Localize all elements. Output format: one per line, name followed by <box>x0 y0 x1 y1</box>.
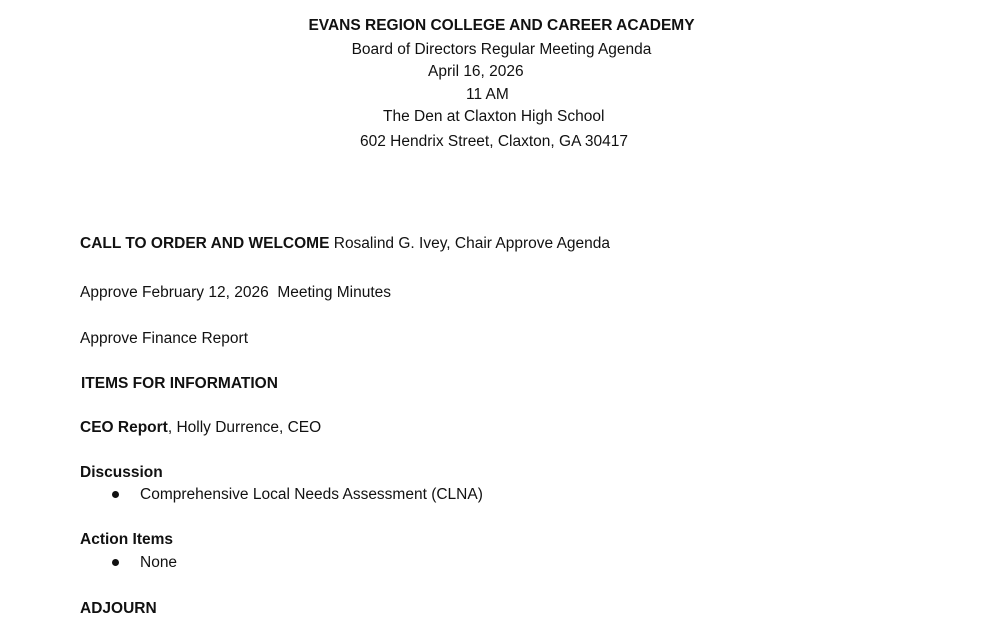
meeting-date: April 16, 2026 <box>428 63 524 80</box>
items-for-information-heading: ITEMS FOR INFORMATION <box>81 375 278 392</box>
meeting-subtitle: Board of Directors Regular Meeting Agenda <box>351 41 652 58</box>
approve-finance-item: Approve Finance Report <box>80 330 249 347</box>
meeting-time: 11 AM <box>466 86 509 103</box>
ceo-report-text: , Holly Durrence, CEO <box>167 419 322 436</box>
discussion-heading: Discussion <box>80 464 163 481</box>
action-item: None <box>140 554 178 571</box>
call-to-order-heading: CALL TO ORDER AND WELCOME <box>80 235 330 252</box>
call-to-order-line <box>80 236 610 252</box>
ceo-report-line <box>80 420 321 436</box>
meeting-address: 602 Hendrix Street, Claxton, GA 30417 <box>360 133 628 150</box>
ceo-report-heading: CEO Report <box>80 419 168 436</box>
discussion-item: Comprehensive Local Needs Assessment (CLNA) <box>140 486 483 503</box>
action-items-heading: Action Items <box>80 531 174 548</box>
bullet-icon <box>112 491 119 498</box>
call-to-order-text: Rosalind G. Ivey, Chair Approve Agenda <box>329 235 611 252</box>
organization-title: EVANS REGION COLLEGE AND CAREER ACADEMY <box>308 17 695 34</box>
meeting-venue: The Den at Claxton High School <box>383 108 605 125</box>
approve-minutes-item: Approve February 12, 2026 Meeting Minutes <box>80 284 392 301</box>
adjourn-heading: ADJOURN <box>80 600 157 617</box>
bullet-icon <box>112 559 119 566</box>
